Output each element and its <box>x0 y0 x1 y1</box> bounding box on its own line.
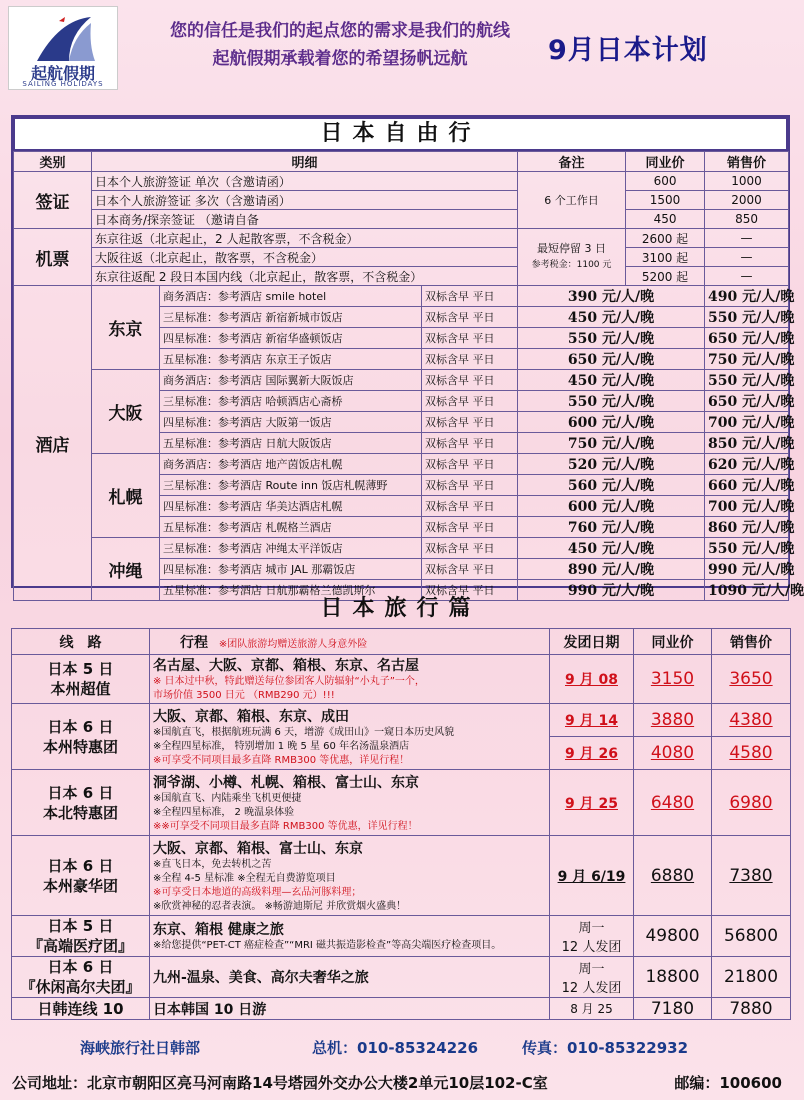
peer-price: 49800 <box>634 916 712 957</box>
room-type: 双标含早 平日 <box>422 496 518 517</box>
city-name: 札幌 <box>92 454 160 538</box>
col-itinerary <box>150 629 550 655</box>
sale-price: 620 元/人/晚 <box>705 454 789 475</box>
peer-price: 450 元/人/晚 <box>518 307 705 328</box>
date-group: 12 人发团 <box>561 940 622 955</box>
peer-price <box>634 770 712 836</box>
visa-detail: 日本个人旅游签证 多次（含邀请函） <box>92 191 518 210</box>
sale-price: 650 元/人/晚 <box>705 391 789 412</box>
dept-name: 海峡旅行社日韩部 <box>80 1039 201 1057</box>
visa-detail: 日本商务/探亲签证 （邀请自备 <box>92 210 518 229</box>
peer-price-value: 6880 <box>650 865 695 886</box>
date-text: 8 月 25 <box>570 1002 613 1016</box>
hotel-detail: 四星标准：参考酒店 新宿华盛顿饭店 <box>160 328 422 349</box>
peer-price: 600 元/人/晚 <box>518 496 705 517</box>
peer-price: 5200 起 <box>626 267 705 286</box>
table-row <box>12 998 791 1020</box>
category-hotel: 酒店 <box>14 286 92 601</box>
route-days: 日本 5 日 <box>47 917 114 935</box>
sale-price: 2000 <box>705 191 789 210</box>
sale-price: 1090 元/人/晚 <box>705 580 789 601</box>
room-type: 双标含早 平日 <box>422 349 518 370</box>
table-row <box>12 957 791 998</box>
itinerary-cities: 大阪、京都、箱根、富士山、东京 <box>153 840 363 857</box>
sale-price <box>712 737 791 770</box>
peer-price-value: 3150 <box>650 669 695 689</box>
itinerary-cities: 名古屋、大阪、京都、箱根、东京、名古屋 <box>153 658 419 674</box>
table-header <box>14 152 789 172</box>
sale-price: 1000 <box>705 172 789 191</box>
route-type: 本州豪华团 <box>42 876 118 895</box>
slogan-line-2: 起航假期承载着您的希望扬帆远航 <box>212 49 468 69</box>
peer-price-value: 3880 <box>650 710 695 730</box>
route-name <box>12 998 150 1020</box>
plan-title: 9月日本计划 <box>548 35 708 66</box>
table-header <box>12 629 791 655</box>
route-type: 本北特惠团 <box>42 803 118 822</box>
peer-price <box>634 655 712 704</box>
logo <box>8 6 118 90</box>
sale-price: 550 元/人/晚 <box>705 370 789 391</box>
sale-price-value: 4580 <box>729 743 773 763</box>
peer-price: 550 元/人/晚 <box>518 391 705 412</box>
hotel-detail: 三星标准：参考酒店 哈顿酒店心斋桥 <box>160 391 422 412</box>
visa-detail: 日本个人旅游签证 单次（含邀请函） <box>92 172 518 191</box>
route-name <box>12 770 150 836</box>
departure-date <box>550 957 634 998</box>
table-row <box>14 454 789 475</box>
sale-price: 660 元/人/晚 <box>705 475 789 496</box>
peer-price: 650 元/人/晚 <box>518 349 705 370</box>
departure-date <box>550 737 634 770</box>
room-type: 双标含早 平日 <box>422 328 518 349</box>
sale-price: 21800 <box>712 957 791 998</box>
sale-price <box>712 704 791 737</box>
logo-text: 起航假期 <box>30 64 95 83</box>
peer-price: 7180 <box>634 998 712 1020</box>
sale-price-value: 7380 <box>729 865 773 886</box>
tours-section <box>11 628 790 1019</box>
sale-price: 550 元/人/晚 <box>705 307 789 328</box>
peer-price <box>634 836 712 916</box>
route-days: 日本 5 日 <box>47 660 114 678</box>
room-type: 双标含早 平日 <box>422 517 518 538</box>
peer-price: 760 元/人/晚 <box>518 517 705 538</box>
departure-date <box>550 916 634 957</box>
itinerary-note: ※直飞日本，免去转机之苦 <box>153 858 272 870</box>
itinerary-cities: 大阪、京都、箱根、东京、成田 <box>153 708 349 725</box>
sale-price: 750 元/人/晚 <box>705 349 789 370</box>
city-name: 冲绳 <box>92 538 160 601</box>
peer-price <box>634 737 712 770</box>
col-peer-price: 同业价 <box>634 629 712 655</box>
fax <box>522 1037 688 1058</box>
air-remark-stay: 最短停留 3 日 <box>537 242 607 255</box>
route-type: 『休闲高尔夫团』 <box>20 978 141 996</box>
peer-price: 450 元/人/晚 <box>518 370 705 391</box>
table-row <box>14 229 789 248</box>
itinerary <box>150 836 550 916</box>
itinerary-note: ※给您提供“PET-CT 癌症检查”“MRI 磁共振造影检查”等高尖端医疗检查项目。 <box>153 940 502 951</box>
peer-price <box>634 704 712 737</box>
air-detail: 大阪往返（北京起止，散客票，不含税金） <box>92 248 518 267</box>
city-name: 东京 <box>92 286 160 370</box>
room-type: 双标含早 平日 <box>422 286 518 307</box>
free-travel-section <box>11 115 804 599</box>
room-type: 双标含早 平日 <box>422 580 518 601</box>
itinerary-note: ※可享受不同项目最多直降 RMB300 等优惠，详见行程！ <box>153 754 410 766</box>
date-line: 周一 <box>578 962 605 977</box>
sale-price: — <box>705 229 789 248</box>
date-group: 12 人发团 <box>561 981 622 996</box>
departure-date <box>550 770 634 836</box>
itinerary <box>150 655 550 704</box>
room-type: 双标含早 平日 <box>422 391 518 412</box>
room-type: 双标含早 平日 <box>422 559 518 580</box>
hotel-detail: 商务酒店：参考酒店 地产茵饭店札幌 <box>160 454 422 475</box>
logo-subtext: SAILING HOLIDAYS <box>22 80 104 88</box>
peer-price: 2600 起 <box>626 229 705 248</box>
peer-price: 750 元/人/晚 <box>518 433 705 454</box>
date-text: 9 月 6/19 <box>557 868 626 885</box>
hotel-detail: 五星标准：参考酒店 日航那霸格兰德凯斯尔 <box>160 580 422 601</box>
col-remark: 备注 <box>518 152 626 172</box>
air-detail: 东京往返（北京起止，2 人起散客票，不含税金） <box>92 229 518 248</box>
itinerary-note: 市场价值 3500 日元 （RMB290 元）!!! <box>153 690 335 701</box>
tours-title: 日本旅行篇 <box>320 596 481 621</box>
table-row <box>14 191 789 210</box>
peer-price: 520 元/人/晚 <box>518 454 705 475</box>
free-travel-title: 日本自由行 <box>13 117 788 151</box>
table-row <box>14 172 789 191</box>
hotel-detail: 三星标准：参考酒店 新宿新城市饭店 <box>160 307 422 328</box>
peer-price: 600 元/人/晚 <box>518 412 705 433</box>
sale-price: 990 元/人/晚 <box>705 559 789 580</box>
route-days: 日韩连线 10 <box>37 999 124 1018</box>
sale-price <box>712 836 791 916</box>
route-name <box>12 916 150 957</box>
route-days: 日本 6 日 <box>47 856 114 875</box>
sale-price: 700 元/人/晚 <box>705 496 789 517</box>
sale-price: — <box>705 248 789 267</box>
hotel-detail: 四星标准：参考酒店 华美达酒店札幌 <box>160 496 422 517</box>
table-row <box>12 916 791 957</box>
table-row <box>12 655 791 704</box>
table-row <box>14 370 789 391</box>
col-peer-price: 同业价 <box>626 152 705 172</box>
date-text: 9 月 25 <box>565 795 618 812</box>
sale-price <box>712 655 791 704</box>
fax-number: 010-85322932 <box>567 1039 689 1057</box>
sale-price-value: 3650 <box>729 669 773 689</box>
itinerary <box>150 770 550 836</box>
room-type: 双标含早 平日 <box>422 538 518 559</box>
route-type: 本州特惠团 <box>42 737 118 756</box>
sale-price: 7880 <box>712 998 791 1020</box>
sale-price: 850 元/人/晚 <box>705 433 789 454</box>
category-visa: 签证 <box>14 172 92 229</box>
peer-price: 18800 <box>634 957 712 998</box>
table-row <box>12 836 791 916</box>
peer-price: 600 <box>626 172 705 191</box>
route-days: 日本 6 日 <box>47 783 114 802</box>
itinerary-note: ※国航直飞，根据航班玩满 6 天，增游《成田山》一窥日本历史风貌 <box>153 726 455 738</box>
peer-price: 990 元/人/晚 <box>518 580 705 601</box>
air-remark <box>518 229 626 286</box>
col-category: 类别 <box>14 152 92 172</box>
table-row <box>14 286 789 307</box>
sale-price-value: 6980 <box>729 792 773 813</box>
itinerary-note: ※欣赏神秘的忍者表演。 ※畅游迪斯尼 并欣赏烟火盛典！ <box>153 900 407 912</box>
slogan-line-1: 您的信任是我们的起点您的需求是我们的航线 <box>170 21 510 41</box>
date-text: 9 月 08 <box>565 672 618 688</box>
address-line <box>12 1072 788 1093</box>
sale-price: 650 元/人/晚 <box>705 328 789 349</box>
hotel-detail: 五星标准：参考酒店 札幌格兰酒店 <box>160 517 422 538</box>
date-line: 周一 <box>578 921 605 936</box>
fax-label: 传真： <box>522 1039 568 1057</box>
date-text: 9 月 26 <box>565 746 618 762</box>
phone-number: 010-85324226 <box>357 1039 479 1057</box>
hotel-detail: 五星标准：参考酒店 日航大阪饭店 <box>160 433 422 454</box>
route-name <box>12 836 150 916</box>
room-type: 双标含早 平日 <box>422 307 518 328</box>
address: 公司地址：北京市朝阳区亮马河南路14号塔园外交办公大楼2单元10层102-C室 <box>12 1074 548 1092</box>
route-days: 日本 6 日 <box>47 958 114 976</box>
route-name <box>12 704 150 770</box>
itinerary-note: ※国航直飞、内陆乘坐飞机更便捷 <box>153 792 302 804</box>
hotel-detail: 三星标准：参考酒店 Route inn 饭店札幌薄野 <box>160 475 422 496</box>
sail-logo-icon <box>29 15 99 63</box>
hotel-detail: 四星标准：参考酒店 大阪第一饭店 <box>160 412 422 433</box>
table-row <box>14 267 789 286</box>
itinerary <box>150 998 550 1020</box>
route-days: 日本 6 日 <box>47 717 114 736</box>
itinerary-cities: 日本韩国 10 日游 <box>153 1001 267 1018</box>
peer-price: 890 元/人/晚 <box>518 559 705 580</box>
peer-price: 450 <box>626 210 705 229</box>
itinerary <box>150 916 550 957</box>
peer-price-value: 6480 <box>650 792 695 813</box>
itinerary-cities: 洞爷湖、小樽、札幌、箱根、富士山、东京 <box>153 774 419 791</box>
peer-price: 3100 起 <box>626 248 705 267</box>
zip-code: 邮编：100600 <box>674 1074 782 1092</box>
visa-remark: 6 个工作日 <box>518 172 626 229</box>
itinerary <box>150 957 550 998</box>
departure-date <box>550 704 634 737</box>
peer-price: 450 元/人/晚 <box>518 538 705 559</box>
peer-price: 550 元/人/晚 <box>518 328 705 349</box>
table-row <box>12 770 791 836</box>
col-detail: 明细 <box>92 152 518 172</box>
itinerary <box>150 704 550 770</box>
sale-price: 550 元/人/晚 <box>705 538 789 559</box>
col-route: 线 路 <box>12 629 150 655</box>
room-type: 双标含早 平日 <box>422 454 518 475</box>
itinerary-cities: 九州-温泉、美食、高尔夫奢华之旅 <box>153 970 369 986</box>
hotel-detail: 五星标准：参考酒店 东京王子饭店 <box>160 349 422 370</box>
room-type: 双标含早 平日 <box>422 475 518 496</box>
hotel-detail: 三星标准：参考酒店 冲绳太平洋饭店 <box>160 538 422 559</box>
table-row <box>14 248 789 267</box>
date-text: 9 月 14 <box>565 713 618 729</box>
tours-table <box>11 628 791 1020</box>
departure-date <box>550 836 634 916</box>
peer-price-value: 4080 <box>650 743 695 763</box>
phone-label: 总机： <box>312 1039 358 1057</box>
table-row <box>14 538 789 559</box>
sale-price: 700 元/人/晚 <box>705 412 789 433</box>
sale-price <box>712 770 791 836</box>
itinerary-cities: 东京、箱根 健康之旅 <box>153 922 284 938</box>
route-type: 本州超值 <box>50 680 111 698</box>
phone <box>312 1037 478 1058</box>
itinerary-note: ※ 日本过中秋，特此赠送每位参团客人防辐射“小丸子”一个， <box>153 676 425 687</box>
col-itinerary-label: 行程 <box>180 634 208 651</box>
itinerary-note: ※全程四星标准， 2 晚温泉体验 <box>153 806 295 818</box>
insurance-note: ※团队旅游均赠送旅游人身意外险 <box>218 638 368 650</box>
peer-price: 1500 <box>626 191 705 210</box>
sale-price: 850 <box>705 210 789 229</box>
itinerary-note: ※※可享受不同项目最多直降 RMB300 等优惠，详见行程！ <box>153 820 418 832</box>
sale-price-value: 4380 <box>729 710 773 730</box>
route-name <box>12 655 150 704</box>
departure-date <box>550 998 634 1020</box>
hotel-detail: 商务酒店：参考酒店 smile hotel <box>160 286 422 307</box>
air-detail: 东京往返配 2 段日本国内线（北京起止，散客票，不含税金） <box>92 267 518 286</box>
peer-price: 390 元/人/晚 <box>518 286 705 307</box>
col-date: 发团日期 <box>550 629 634 655</box>
air-remark-tax: 参考税金：1100 元 <box>531 260 612 270</box>
sale-price: 490 元/人/晚 <box>705 286 789 307</box>
table-row <box>14 210 789 229</box>
sale-price: 56800 <box>712 916 791 957</box>
route-name <box>12 957 150 998</box>
itinerary-note: ※可享受日本地道的高级料理—玄品河豚料理； <box>153 886 362 898</box>
hotel-detail: 商务酒店：参考酒店 国际翼新大阪饭店 <box>160 370 422 391</box>
category-air: 机票 <box>14 229 92 286</box>
room-type: 双标含早 平日 <box>422 433 518 454</box>
col-sale-price: 销售价 <box>705 152 789 172</box>
sale-price: 860 元/人/晚 <box>705 517 789 538</box>
col-sale-price: 销售价 <box>712 629 791 655</box>
sale-price: — <box>705 267 789 286</box>
room-type: 双标含早 平日 <box>422 370 518 391</box>
peer-price: 560 元/人/晚 <box>518 475 705 496</box>
hotel-detail: 四星标准：参考酒店 城市 JAL 那霸饭店 <box>160 559 422 580</box>
city-name: 大阪 <box>92 370 160 454</box>
route-type: 『高端医疗团』 <box>27 937 133 955</box>
itinerary-note: ※全程四星标准， 特别增加 1 晚 5 星 60 年名汤温泉酒店 <box>153 740 410 752</box>
itinerary-note: ※全程 4-5 星标准 ※全程无自费游览项目 <box>153 872 336 884</box>
room-type: 双标含早 平日 <box>422 412 518 433</box>
table-row <box>12 704 791 737</box>
free-travel-table <box>13 151 804 601</box>
departure-date <box>550 655 634 704</box>
